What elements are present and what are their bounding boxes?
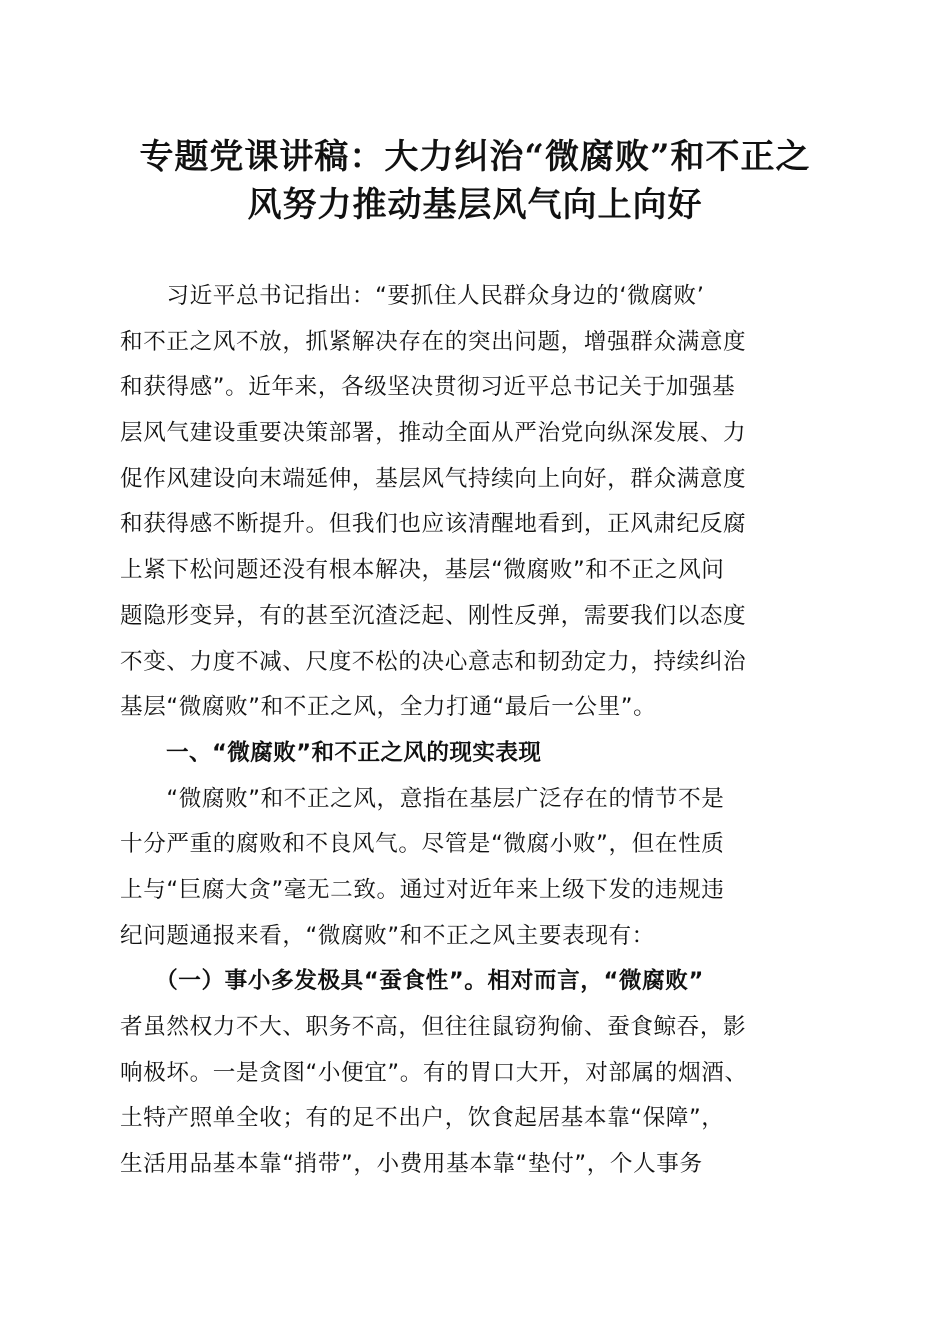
body-line: 促作风建设向末端延伸，基层风气持续向上向好，群众满意度 <box>120 465 747 492</box>
body-line: 和获得感不断提升。但我们也应该清醒地看到，正风肃纪反腐 <box>120 511 747 538</box>
title-line-2: 风努力推动基层风气向上向好 <box>247 185 703 225</box>
body-line: 习近平总书记指出：“要抓住人民群众身边的‘微腐败’ <box>120 283 705 309</box>
body-line: 上紧下松问题还没有根本解决，基层“微腐败”和不正之风问 <box>120 557 725 584</box>
body-line: “微腐败”和不正之风，意指在基层广泛存在的情节不是 <box>120 785 725 812</box>
body-line: 基层“微腐败”和不正之风，全力打通“最后一公里”。 <box>120 694 657 721</box>
body-line: 上与“巨腐大贪”毫无二致。通过对近年来上级下发的违规违 <box>120 876 725 903</box>
body-line: 生活用品基本靠“捎带”，小费用基本靠“垫付”，个人事务 <box>120 1151 703 1178</box>
subsection-heading-line: （一）事小多发极具“蚕食性”。相对而言，“微腐败” <box>120 968 704 995</box>
section-heading: 一、“微腐败”和不正之风的现实表现 <box>120 739 542 766</box>
title-line-1: 专题党课讲稿：大力纠治“微腐败”和不正之 <box>139 137 811 177</box>
document-title <box>100 133 850 229</box>
body-line: 不变、力度不减、尺度不松的决心意志和韧劲定力，持续纠治 <box>120 648 747 675</box>
body-line: 和不正之风不放，抓紧解决存在的突出问题，增强群众满意度 <box>120 328 747 355</box>
body-line: 十分严重的腐败和不良风气。尽管是“微腐小败”，但在性质 <box>120 831 725 858</box>
body-line: 和获得感”。近年来，各级坚决贯彻习近平总书记关于加强基 <box>120 374 736 401</box>
body-line: 纪问题通报来看，“微腐败”和不正之风主要表现有： <box>120 922 655 949</box>
body-line: 层风气建设重要决策部署，推动全面从严治党向纵深发展、力 <box>120 420 747 447</box>
body-line: 响极坏。一是贪图“小便宜”。有的胃口大开，对部属的烟酒、 <box>120 1059 748 1086</box>
document-body <box>120 274 826 1188</box>
body-line: 题隐形变异，有的甚至沉渣泛起、刚性反弹，需要我们以态度 <box>120 602 747 629</box>
body-line: 土特产照单全收；有的足不出户，饮食起居基本靠“保障”， <box>120 1105 725 1132</box>
body-line: 者虽然权力不大、职务不高，但往往鼠窃狗偷、蚕食鲸吞，影 <box>120 1014 747 1040</box>
